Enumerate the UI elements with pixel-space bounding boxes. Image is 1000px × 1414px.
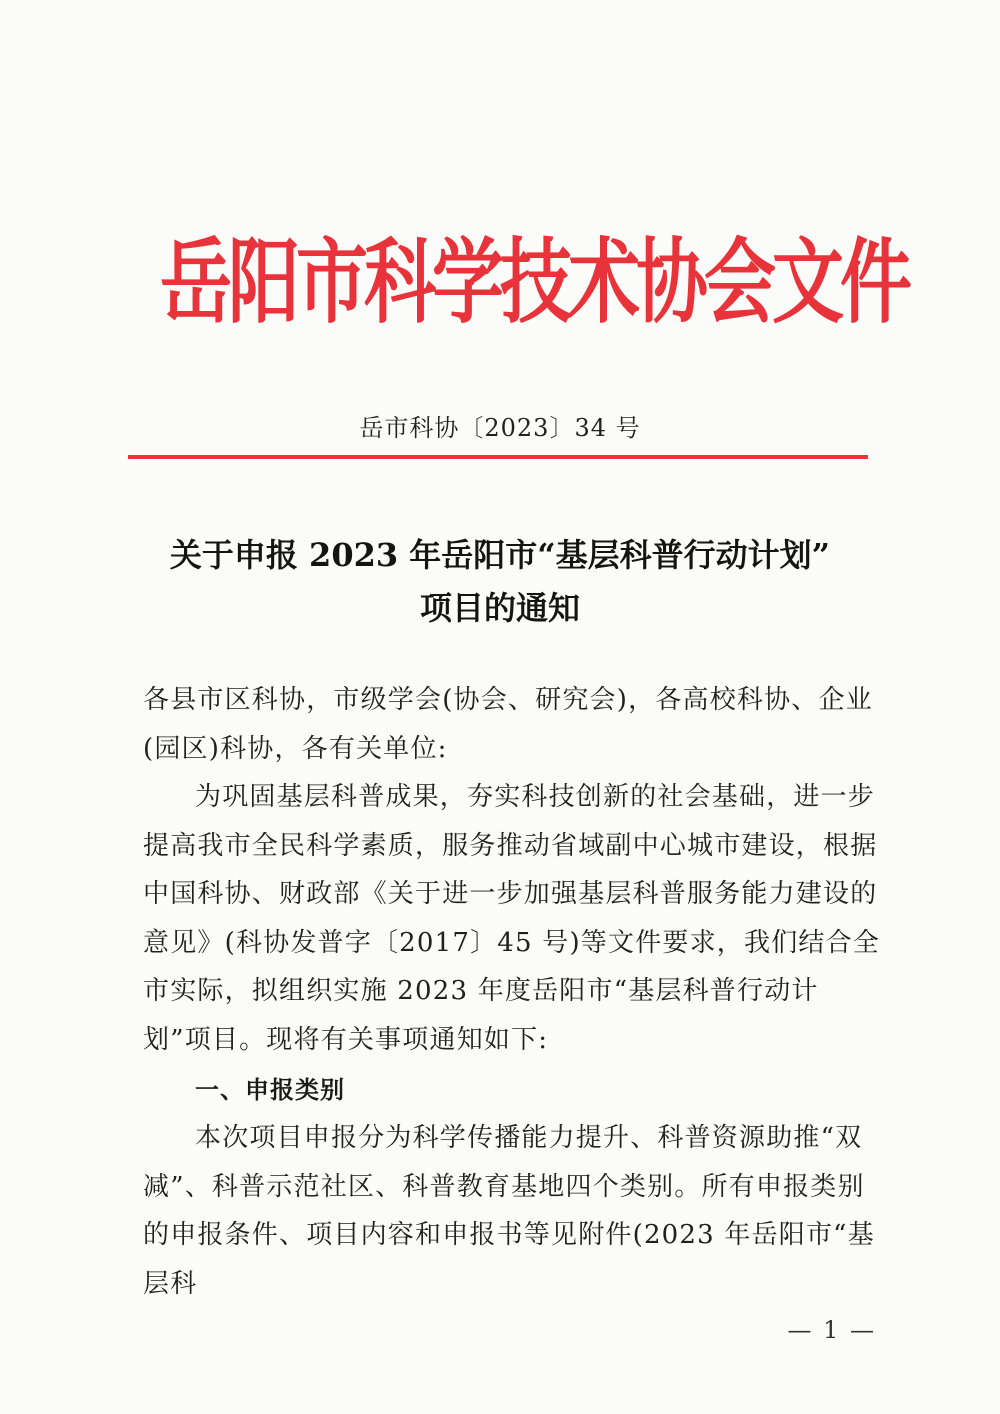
red-divider-line bbox=[128, 455, 868, 459]
intro-paragraph: 为巩固基层科普成果，夯实科技创新的社会基础，进一步提高我市全民科学素质，服务推动省域副中心城市建设，根据中国科协、财政部《关于进一步加强基层科普服务能力建设的意见》(科协发普字〔2017〕45 号)等文件要求，我们结合全市实际，拟组织实施 2023 年度岳阳市“基层科普行动计划”项目。现将有关事项通知如下: bbox=[143, 782, 881, 1055]
section-1-paragraph: 本次项目申报分为科学传播能力提升、科普资源助推“双减”、科普示范社区、科普教育基地四个类别。所有申报类别的申报条件、项目内容和申报书等见附件(2023 年岳阳市“基层科 bbox=[143, 1123, 875, 1299]
document-number: 岳市科协〔2023〕34 号 bbox=[359, 414, 641, 442]
notice-title-line-1: 关于申报 2023 年岳阳市“基层科普行动计划” bbox=[169, 536, 831, 574]
section-1-heading: 一、申报类别 bbox=[195, 1076, 345, 1104]
page-number: — 1 — bbox=[787, 1316, 876, 1344]
greeting-paragraph: 各县市区科协，市级学会(协会、研究会)，各高校科协、企业(园区)科协，各有关单位: bbox=[143, 685, 873, 764]
masthead-title: 岳阳市科学技术协会文件 bbox=[160, 226, 909, 336]
notice-title-line-2: 项目的通知 bbox=[419, 589, 580, 627]
